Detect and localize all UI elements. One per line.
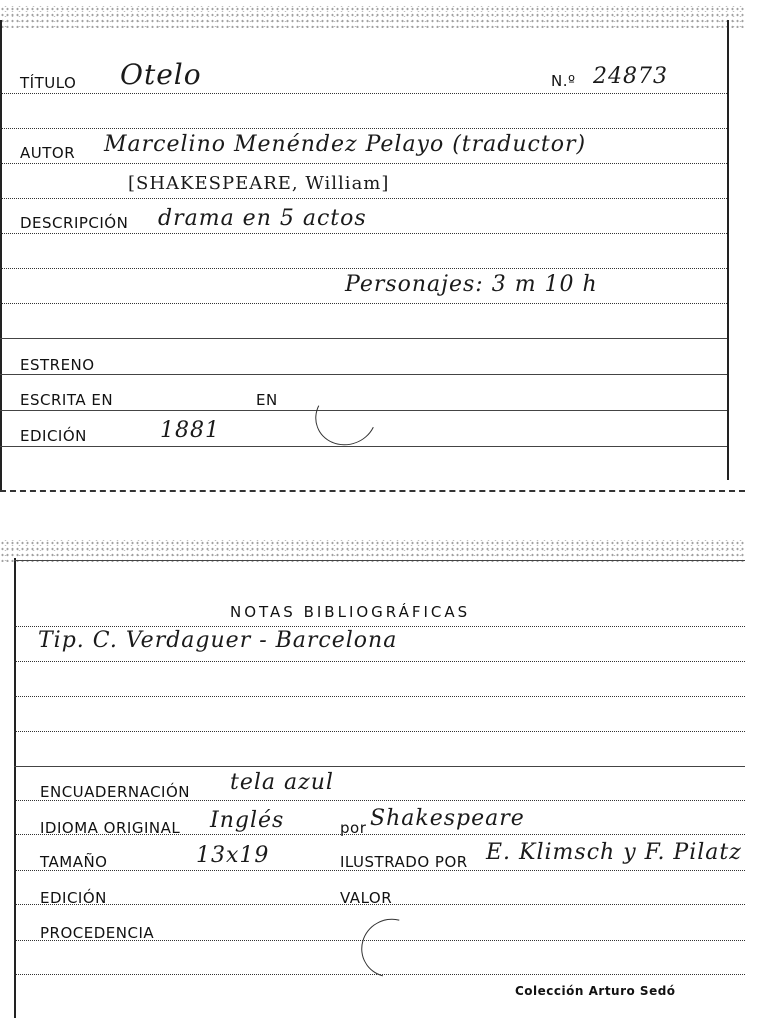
rule	[0, 374, 727, 375]
rule	[0, 128, 727, 129]
card-left-border	[14, 558, 16, 1018]
rule	[0, 446, 727, 447]
coleccion-credit: Colección Arturo Sedó	[515, 984, 676, 998]
notas-value: Tip. C. Verdaguer - Barcelona	[38, 628, 398, 653]
autor-value-2: [SHAKESPEARE, William]	[128, 173, 390, 194]
por-label: por	[340, 819, 367, 837]
escrita-label: ESCRITA EN	[20, 391, 114, 409]
stamp-mark	[351, 908, 432, 988]
rule	[14, 661, 745, 662]
autor-value: Marcelino Menéndez Pelayo (traductor)	[104, 132, 587, 157]
descripcion-label: DESCRIPCIÓN	[20, 214, 129, 232]
stamp-mark	[307, 379, 385, 454]
notas-title: NOTAS BIBLIOGRÁFICAS	[230, 603, 471, 621]
card-bottom-edge	[0, 490, 745, 492]
ilustrado-label: ILUSTRADO POR	[340, 853, 468, 871]
por-value: Shakespeare	[370, 806, 525, 831]
encuadernacion-label: ENCUADERNACIÓN	[40, 783, 191, 801]
numero-label: N.º	[551, 72, 576, 90]
card-top-edge	[0, 6, 745, 28]
idioma-value: Inglés	[210, 808, 285, 833]
descripcion-value: drama en 5 actos	[158, 206, 367, 231]
back-card	[0, 540, 745, 1020]
tamano-label: TAMAÑO	[40, 853, 108, 871]
rule	[0, 233, 727, 234]
idioma-label: IDIOMA ORIGINAL	[40, 819, 181, 837]
card-right-border	[727, 20, 729, 480]
rule	[14, 626, 745, 627]
rule	[14, 696, 745, 697]
estreno-label: ESTRENO	[20, 356, 95, 374]
ilustrado-value: E. Klimsch y F. Pilatz	[486, 840, 742, 865]
rule	[0, 163, 727, 164]
titulo-label: TÍTULO	[20, 74, 77, 92]
edicion-value: 1881	[160, 418, 220, 443]
rule	[0, 93, 727, 94]
rule	[14, 731, 745, 732]
front-card	[0, 0, 745, 490]
card-left-border	[0, 20, 2, 490]
rule	[14, 560, 745, 561]
rule	[0, 198, 727, 199]
edicion-label: EDICIÓN	[20, 427, 87, 445]
personajes-value: Personajes: 3 m 10 h	[345, 272, 598, 297]
procedencia-label: PROCEDENCIA	[40, 924, 155, 942]
valor-label: VALOR	[340, 889, 393, 907]
rule	[0, 338, 727, 339]
tamano-value: 13x19	[196, 843, 270, 868]
card-top-edge	[0, 540, 745, 562]
titulo-value: Otelo	[120, 58, 202, 91]
en-label: EN	[256, 391, 278, 409]
encuadernacion-value: tela azul	[230, 770, 334, 795]
edicion-label-back: EDICIÓN	[40, 889, 107, 907]
rule	[14, 766, 745, 767]
rule	[0, 303, 727, 304]
rule	[0, 268, 727, 269]
autor-label: AUTOR	[20, 144, 76, 162]
numero-value: 24873	[593, 64, 668, 89]
